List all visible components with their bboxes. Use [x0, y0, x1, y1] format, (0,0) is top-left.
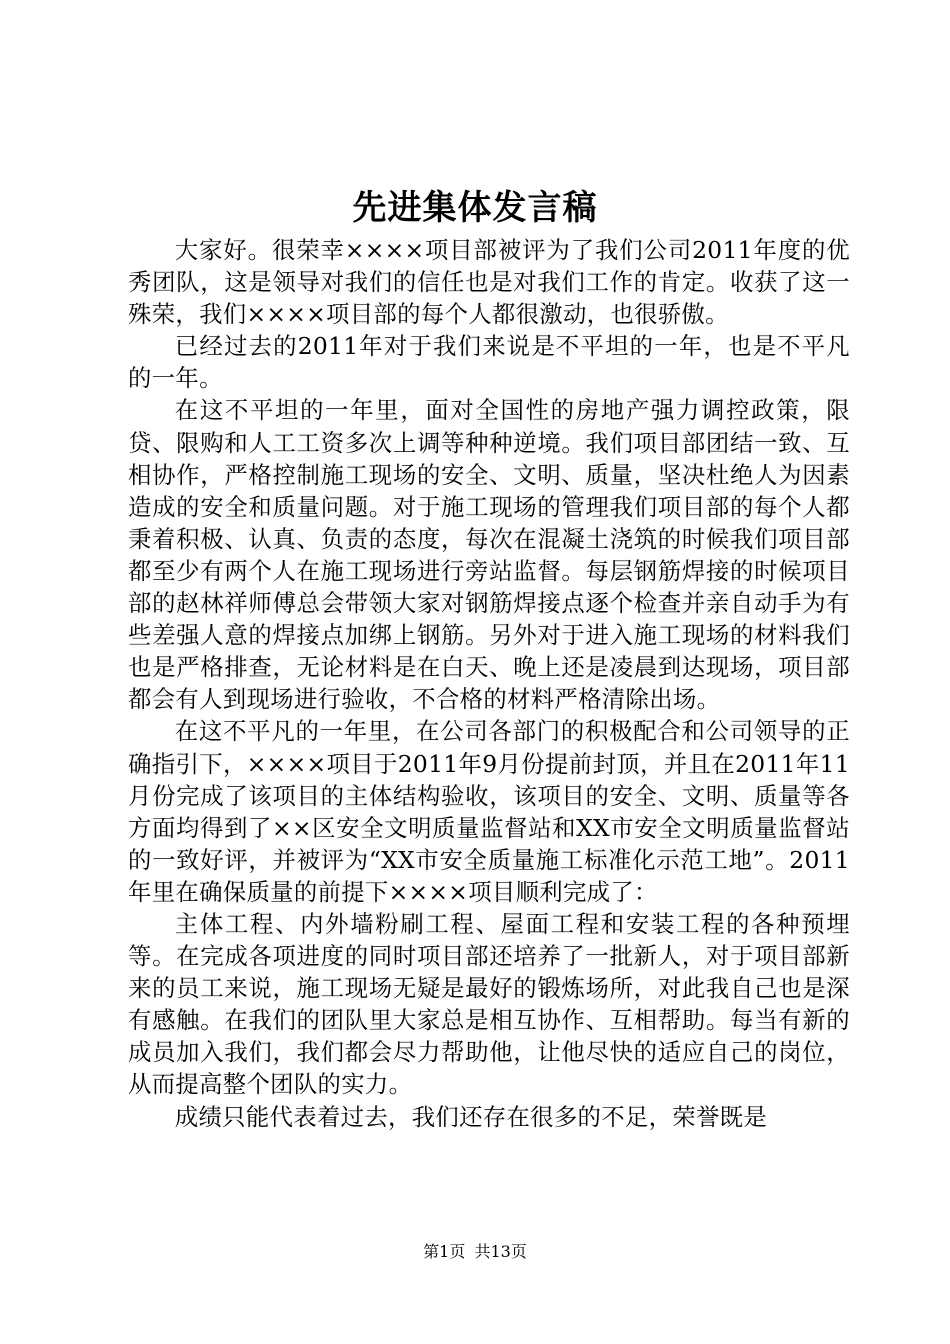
- paragraph-conclusion: 成绩只能代表着过去，我们还存在很多的不足，荣誉既是: [174, 1102, 768, 1131]
- page-footer: [0, 1241, 950, 1263]
- paragraph-greeting: 大家好。很荣幸××××项目部被评为了我们公司2011年度的优秀团队，这是领导对我们的信任也是对我们工作的肯定。收获了这一殊荣，我们××××项目部的每个人都很激动，也很骄傲。: [128, 236, 850, 329]
- document-title: 先进集体发言稿: [352, 188, 598, 228]
- paragraph-works-completed: 主体工程、内外墙粉刷工程、屋面工程和安装工程的各种预埋等。在完成各项进度的同时项目部还培养了一批新人，对于项目部新来的员工来说，施工现场无疑是最好的锻炼场所，对此我自己也是深有感触。在我们的团队里大家总是相互协作、互相帮助。每当有新的成员加入我们，我们都会尽力帮助他，让他尽快的适应自己的岗位，从而提高整个团队的实力。: [128, 909, 850, 1099]
- paragraph-hardships: 在这不平坦的一年里，面对全国性的房地产强力调控政策，限贷、限购和人工工资多次上调等种种逆境。我们项目部团结一致、互相协作，严格控制施工现场的安全、文明、质量，坚决杜绝人为因素造成的安全和质量问题。对于施工现场的管理我们项目部的每个人都秉着积极、认真、负责的态度，每次在混凝土浇筑的时候我们项目部都至少有两个人在施工现场进行旁站监督。每层钢筋焊接的时候项目部的赵林祥师傅总会带领大家对钢筋焊接点逐个检查并亲自动手为有些差强人意的焊接点加绑上钢筋。另外对于进入施工现场的材料我们也是严格排查，无论材料是在白天、晚上还是凌晨到达现场，项目部都会有人到现场进行验收，不合格的材料严格清除出场。: [128, 396, 850, 714]
- paragraph-achievements: 在这不平凡的一年里，在公司各部门的积极配合和公司领导的正确指引下，××××项目于2011年9月份提前封顶，并且在2011年11月份完成了该项目的主体结构验收，该项目的安全、文明、质量等各方面均得到了××区安全文明质量监督站和XX市安全文明质量监督站的一致好评，并被评为“XX市安全质量施工标准化示范工地”。2011年里在确保质量的前提下××××项目顺利完成了：: [128, 717, 850, 906]
- paragraph-past-year: 已经过去的2011年对于我们来说是不平坦的一年，也是不平凡的一年。: [128, 332, 850, 393]
- page-total: 共13页: [474, 1242, 527, 1261]
- page-number: 第1页: [423, 1242, 466, 1261]
- document-body: [128, 234, 850, 1133]
